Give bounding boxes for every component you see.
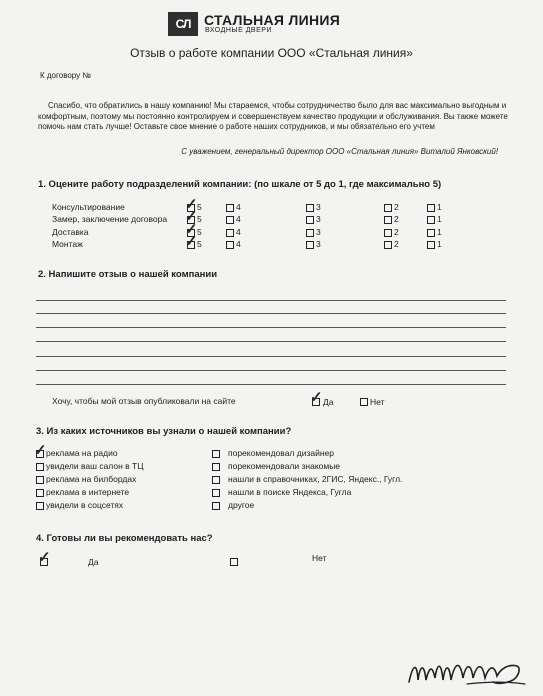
source-option-label: нашли в справочниках, 2ГИС, Яндекс., Гугл. xyxy=(228,474,403,484)
rating-value-label: 3 xyxy=(316,227,321,237)
logo-mark-icon: СЛ xyxy=(168,12,198,36)
rating-value-label: 4 xyxy=(236,202,241,212)
rating-value-label: 5 xyxy=(197,214,202,224)
recommend-no-label: Нет xyxy=(312,553,327,563)
rating-checkbox[interactable] xyxy=(427,216,435,224)
review-line xyxy=(36,356,506,357)
recommend-yes-check-icon: ✓ xyxy=(38,549,51,566)
rating-checkbox[interactable] xyxy=(306,229,314,237)
rating-value-label: 5 xyxy=(197,239,202,249)
review-line xyxy=(36,370,506,371)
source-checkbox[interactable] xyxy=(212,450,220,458)
source-checkbox[interactable] xyxy=(36,489,44,497)
logo-name: СТАЛЬНАЯ ЛИНИЯ xyxy=(204,12,341,28)
source-checkbox[interactable] xyxy=(36,476,44,484)
rating-value-label: 4 xyxy=(236,239,241,249)
rating-value-label: 2 xyxy=(394,202,399,212)
source-option-label: другое xyxy=(228,500,255,510)
rating-checkbox[interactable] xyxy=(384,216,392,224)
review-line xyxy=(36,300,506,301)
source-option-label: реклама в интернете xyxy=(46,487,130,497)
source-checkbox[interactable] xyxy=(212,502,220,510)
rating-row-label: Монтаж xyxy=(52,239,83,249)
rating-checkbox[interactable] xyxy=(427,229,435,237)
rating-check-icon: ✓ xyxy=(185,196,198,213)
rating-value-label: 1 xyxy=(437,239,442,249)
rating-check-icon: ✓ xyxy=(185,208,198,225)
rating-value-label: 5 xyxy=(197,202,202,212)
rating-checkbox[interactable] xyxy=(384,241,392,249)
rating-value-label: 5 xyxy=(197,227,202,237)
rating-checkbox[interactable] xyxy=(226,229,234,237)
rating-value-label: 2 xyxy=(394,239,399,249)
source-option-label: увидели в соцсетях xyxy=(46,500,124,510)
review-line xyxy=(36,384,506,385)
rating-value-label: 3 xyxy=(316,202,321,212)
source-option-label: порекомендовал дизайнер xyxy=(228,448,334,458)
review-line xyxy=(36,327,506,328)
source-checkbox[interactable] xyxy=(212,489,220,497)
rating-value-label: 4 xyxy=(236,227,241,237)
rating-value-label: 1 xyxy=(437,202,442,212)
source-option-label: увидели ваш салон в ТЦ xyxy=(46,461,144,471)
source-checkbox[interactable] xyxy=(36,502,44,510)
company-logo xyxy=(168,12,348,38)
source-check-icon: ✓ xyxy=(34,442,47,459)
source-checkbox[interactable] xyxy=(212,476,220,484)
rating-checkbox[interactable] xyxy=(306,204,314,212)
intro-paragraph: Спасибо, что обратились в нашу компанию! Мы стараемся, чтобы сотрудничество было для вас максимально выгодным и комфортным, поэтому мы постоянно контролируем и совершенствуем качество продукции и обслуживания. Вы также можете помочь нам стать лучше! Оставьте свое мнение о работе наших сотрудников, и мы обязательно его учтем xyxy=(38,101,508,131)
handwritten-signature xyxy=(405,654,529,688)
contract-number-label: К договору № xyxy=(40,71,91,80)
rating-checkbox[interactable] xyxy=(384,229,392,237)
document-title: Отзыв о работе компании ООО «Стальная линия» xyxy=(130,46,413,60)
question-1-title: 1. Оцените работу подразделений компании: (по шкале от 5 до 1, где максимально 5) xyxy=(38,179,442,190)
source-checkbox[interactable] xyxy=(36,463,44,471)
rating-row-label: Замер, заключение договора xyxy=(52,214,168,224)
publish-yes-check-icon: ✓ xyxy=(310,389,323,406)
rating-checkbox[interactable] xyxy=(427,241,435,249)
rating-value-label: 4 xyxy=(236,214,241,224)
rating-row-label: Доставка xyxy=(52,227,89,237)
publish-yes-label: Да xyxy=(323,397,334,407)
publish-question: Хочу, чтобы мой отзыв опубликовали на сайте xyxy=(52,396,236,406)
rating-value-label: 3 xyxy=(316,239,321,249)
rating-checkbox[interactable] xyxy=(384,204,392,212)
source-option-label: порекомендовали знакомые xyxy=(228,461,341,471)
source-option-label: нашли в поиске Яндекса, Гугла xyxy=(228,487,352,497)
rating-row-label: Консультирование xyxy=(52,202,125,212)
recommend-yes-label: Да xyxy=(88,557,99,567)
rating-checkbox[interactable] xyxy=(226,241,234,249)
rating-value-label: 3 xyxy=(316,214,321,224)
rating-value-label: 1 xyxy=(437,227,442,237)
publish-no-checkbox[interactable] xyxy=(360,398,368,406)
rating-checkbox[interactable] xyxy=(427,204,435,212)
rating-check-icon: ✓ xyxy=(185,233,198,250)
question-4-title: 4. Готовы ли вы рекомендовать нас? xyxy=(36,533,213,544)
logo-tagline: ВХОДНЫЕ ДВЕРИ xyxy=(205,27,272,34)
rating-value-label: 2 xyxy=(394,214,399,224)
rating-checkbox[interactable] xyxy=(306,216,314,224)
review-line xyxy=(36,341,506,342)
rating-value-label: 1 xyxy=(437,214,442,224)
director-signoff: С уважением, генеральный директор ООО «Стальная линия» Виталий Янковский! xyxy=(181,147,498,156)
question-2-title: 2. Напишите отзыв о нашей компании xyxy=(38,269,218,280)
rating-value-label: 2 xyxy=(394,227,399,237)
publish-no-label: Нет xyxy=(370,397,385,407)
rating-checkbox[interactable] xyxy=(226,204,234,212)
review-line xyxy=(36,313,506,314)
rating-checkbox[interactable] xyxy=(226,216,234,224)
source-option-label: реклама на радио xyxy=(46,448,118,458)
source-option-label: реклама на билбордах xyxy=(46,474,137,484)
rating-checkbox[interactable] xyxy=(306,241,314,249)
source-checkbox[interactable] xyxy=(212,463,220,471)
rating-check-icon: ✓ xyxy=(185,221,198,238)
recommend-no-checkbox[interactable] xyxy=(230,558,238,566)
question-3-title: 3. Из каких источников вы узнали о нашей компании? xyxy=(36,426,292,437)
